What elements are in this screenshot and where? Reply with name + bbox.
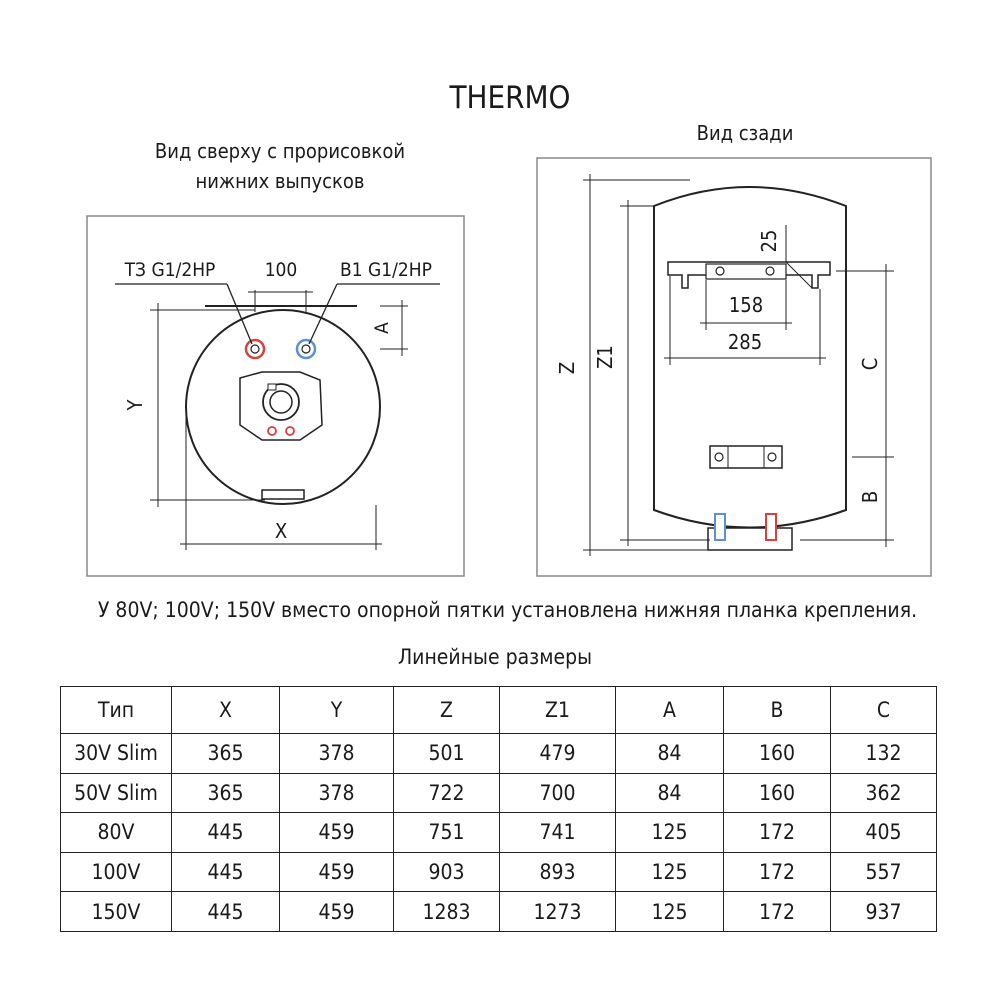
table-row — [61, 813, 937, 853]
table-cell: 722 — [394, 773, 500, 813]
table-cell: 365 — [172, 773, 280, 813]
table-cell: 172 — [724, 813, 831, 853]
table-cell: 378 — [280, 734, 394, 774]
table-cell: 903 — [394, 852, 500, 892]
table-cell: 362 — [831, 773, 937, 813]
page-title: THERMO — [449, 80, 571, 116]
cold-inlet-label: В1 G1/2НР — [340, 259, 432, 281]
table-cell: 100V — [61, 852, 172, 892]
dim-a-label: A — [371, 322, 393, 334]
dim-b-label: B — [858, 490, 882, 504]
table-cell: 84 — [616, 773, 724, 813]
table-cell: 160 — [724, 734, 831, 774]
table-caption: Линейные размеры — [397, 645, 593, 669]
table-row — [61, 734, 937, 774]
table-cell: 378 — [280, 773, 394, 813]
top-view-caption-line2: нижних выпусков — [195, 169, 365, 193]
table-cell: 700 — [500, 773, 616, 813]
dim-285-label: 285 — [727, 330, 763, 354]
header-cell: Z1 — [500, 687, 616, 734]
dim-x-label: X — [274, 519, 288, 543]
table-cell: 50V Slim — [61, 773, 172, 813]
dim-c-label: C — [858, 357, 882, 371]
table-row — [61, 852, 937, 892]
dim-z-label: Z — [555, 361, 579, 375]
dimensions-table — [60, 686, 937, 932]
header-cell: Z — [394, 687, 500, 734]
table-cell: 84 — [616, 734, 724, 774]
table-cell: 445 — [172, 892, 280, 932]
dim-y-label: Y — [123, 399, 147, 411]
table-cell: 160 — [724, 773, 831, 813]
table-cell: 751 — [394, 813, 500, 853]
table-cell: 150V — [61, 892, 172, 932]
table-row — [61, 773, 937, 813]
table-cell: 125 — [616, 892, 724, 932]
table-cell: 557 — [831, 852, 937, 892]
table-cell: 1273 — [500, 892, 616, 932]
header-cell: A — [616, 687, 724, 734]
hot-outlet-label: ТЗ G1/2НР — [124, 259, 216, 281]
header-cell: X — [172, 687, 280, 734]
table-cell: 741 — [500, 813, 616, 853]
dim-z1-label: Z1 — [593, 345, 617, 369]
table-cell: 479 — [500, 734, 616, 774]
hot-pipe-back-icon — [766, 514, 776, 540]
header-cell: C — [831, 687, 937, 734]
table-cell: 132 — [831, 734, 937, 774]
table-cell: 80V — [61, 813, 172, 853]
table-cell: 459 — [280, 813, 394, 853]
table-cell: 172 — [724, 892, 831, 932]
table-cell: 172 — [724, 852, 831, 892]
table-cell: 445 — [172, 813, 280, 853]
table-cell: 1283 — [394, 892, 500, 932]
header-cell: B — [724, 687, 831, 734]
table-cell: 365 — [172, 734, 280, 774]
dim-25-label: 25 — [757, 229, 781, 253]
table-cell: 501 — [394, 734, 500, 774]
table-header-row — [61, 687, 937, 734]
spacing-label: 100 — [264, 259, 298, 281]
header-cell: Тип — [61, 687, 172, 734]
table-row — [61, 892, 937, 932]
back-view-caption: Вид сзади — [696, 121, 794, 145]
tank-back-outline — [654, 187, 846, 528]
note-text: У 80V; 100V; 150V вместо опорной пятки установлена нижняя планка крепления. — [97, 598, 918, 622]
header-cell: Y — [280, 687, 394, 734]
table-cell: 893 — [500, 852, 616, 892]
table-cell: 937 — [831, 892, 937, 932]
cold-pipe-back-icon — [715, 514, 725, 540]
table-cell: 459 — [280, 892, 394, 932]
table-cell: 445 — [172, 852, 280, 892]
top-view-caption-line1: Вид сверху с прорисовкой — [154, 139, 406, 163]
table-cell: 125 — [616, 852, 724, 892]
table-cell: 30V Slim — [61, 734, 172, 774]
table-cell: 459 — [280, 852, 394, 892]
dim-158-label: 158 — [728, 293, 764, 317]
table-cell: 405 — [831, 813, 937, 853]
table-cell: 125 — [616, 813, 724, 853]
